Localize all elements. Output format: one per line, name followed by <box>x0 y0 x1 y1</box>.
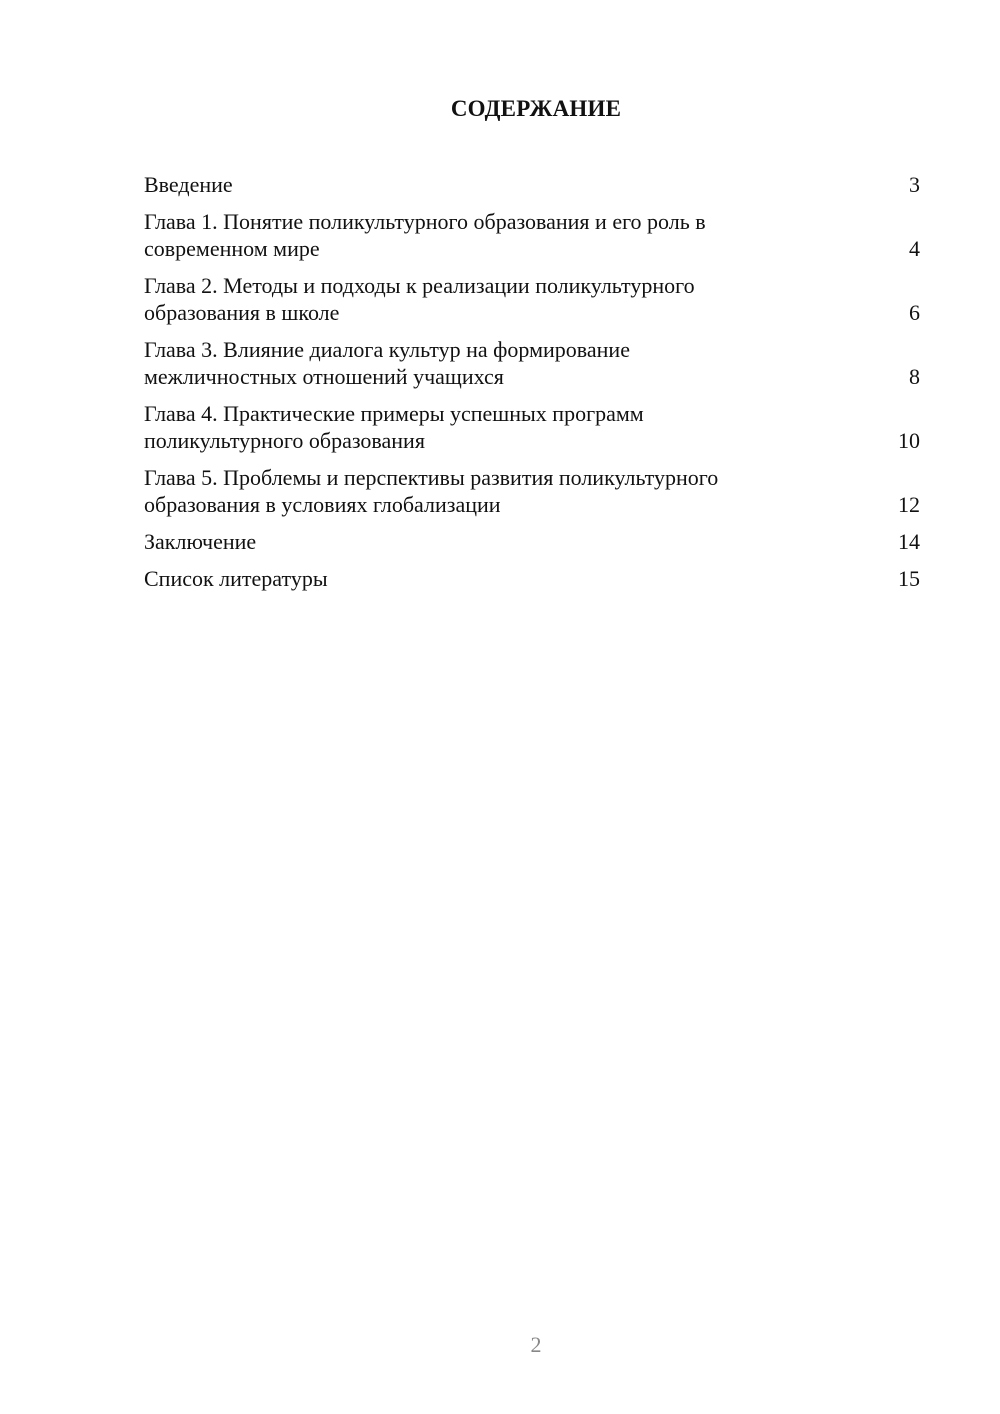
toc-entry-title: Глава 2. Методы и подходы к реализации поликультурного образования в школе <box>144 273 695 325</box>
toc-entry-title: Глава 5. Проблемы и перспективы развития поликультурного образования в условиях глобализации <box>144 465 719 517</box>
toc-entry-chapter-2 <box>144 272 920 326</box>
toc-entry-chapter-5 <box>144 464 920 518</box>
toc-entry-page: 15 <box>898 566 920 591</box>
toc-entry-references <box>144 565 920 592</box>
toc-entry-title: Глава 4. Практические примеры успешных программ поликультурного образования <box>144 401 644 453</box>
toc-entry-page: 8 <box>909 364 920 389</box>
toc-entry-chapter-4 <box>144 400 920 454</box>
page-number: 2 <box>530 1332 542 1357</box>
toc-entry-introduction <box>144 171 920 198</box>
toc-entry-page: 6 <box>909 300 920 325</box>
toc-entry-page: 12 <box>898 492 920 517</box>
toc-entry-page: 3 <box>909 172 920 197</box>
toc-entry-title: Глава 3. Влияние диалога культур на формирование межличностных отношений учащихся <box>144 337 630 389</box>
table-of-contents <box>144 171 920 602</box>
toc-entry-chapter-1 <box>144 208 920 262</box>
toc-entry-page: 4 <box>909 236 920 261</box>
page-title: СОДЕРЖАНИЕ <box>450 96 622 121</box>
toc-entry-page: 14 <box>898 529 920 554</box>
toc-entry-title: Список литературы <box>144 566 328 591</box>
toc-entry-title: Введение <box>144 172 233 197</box>
toc-entry-page: 10 <box>898 428 920 453</box>
toc-entry-title: Заключение <box>144 529 257 554</box>
toc-entry-title: Глава 1. Понятие поликультурного образования и его роль в современном мире <box>144 209 706 261</box>
toc-entry-conclusion <box>144 528 920 555</box>
toc-entry-chapter-3 <box>144 336 920 390</box>
